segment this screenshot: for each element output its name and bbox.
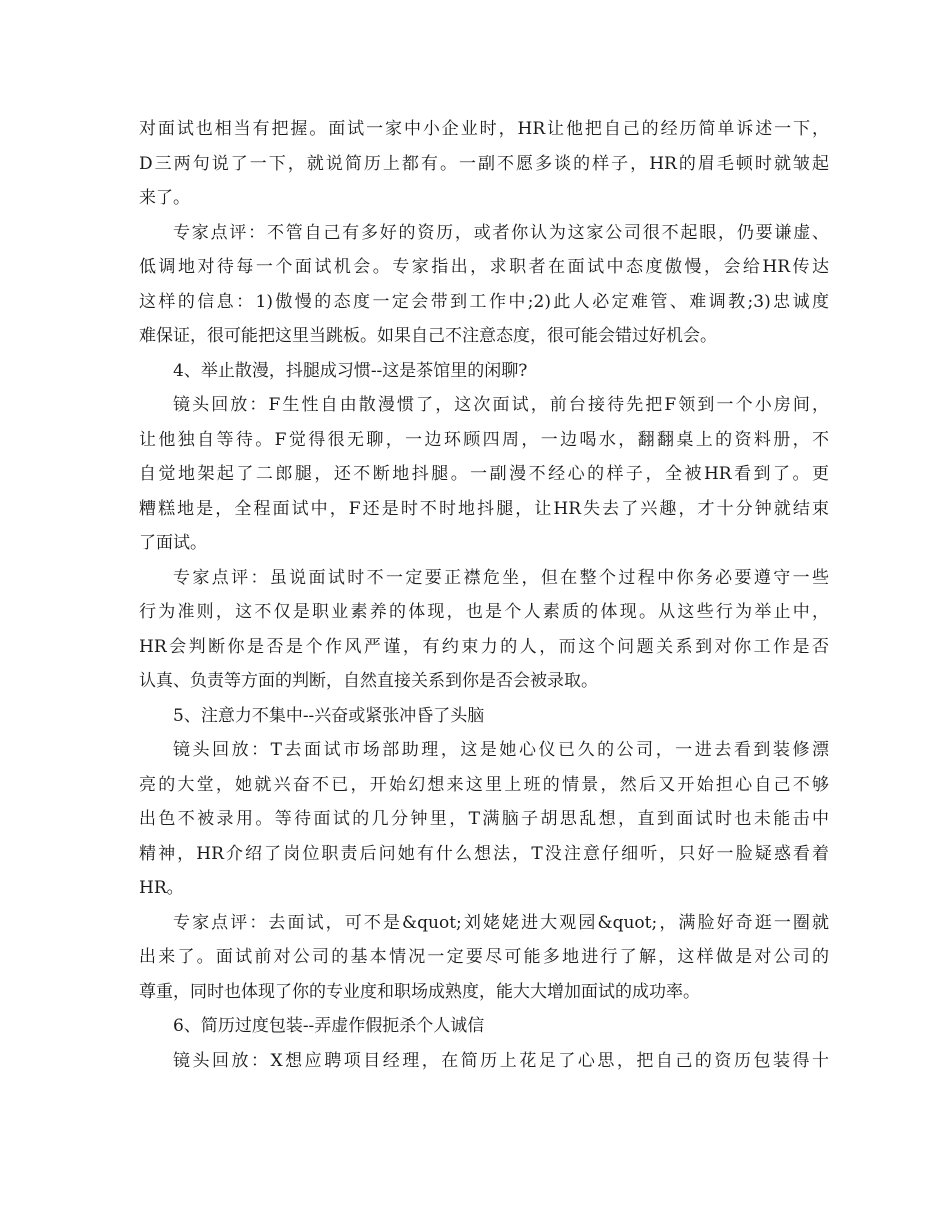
text-line: D三两句说了一下，就说简历上都有。一副不愿多谈的样子，HR的眉毛顿时就皱起: [139, 153, 829, 174]
text-line: 专家点评：不管自己有多好的资历，或者你认为这家公司很不起眼，仍要谦虚、: [173, 222, 829, 243]
text-line: 了面试。: [139, 533, 207, 553]
text-line: 自觉地架起了二郎腿，还不断地抖腿。一副漫不经心的样子，全被HR看到了。更: [139, 464, 829, 484]
text-line: 尊重，同时也体现了你的专业度和职场成熟度，能大大增加面试的成功率。: [139, 981, 700, 1002]
text-line: 这样的信息：1)傲慢的态度一定会带到工作中;2)此人必定难管、难调教;3)忠诚度: [139, 291, 829, 312]
text-line: 来了。: [139, 188, 190, 208]
text-line: 出来了。面试前对公司的基本情况一定要尽可能多地进行了解，这样做是对公司的: [139, 947, 829, 967]
text-line: 镜头回放：F生性自由散漫惯了，这次面试，前台接待先把F领到一个小房间，: [173, 395, 829, 415]
text-line: 认真、负责等方面的判断，自然直接关系到你是否会被录取。: [139, 671, 598, 691]
text-line: 糟糕地是，全程面试中，F还是时不时地抖腿，让HR失去了兴趣，才十分钟就结束: [139, 498, 829, 519]
text-line: 亮的大堂，她就兴奋不已，开始幻想来这里上班的情景，然后又开始担心自己不够: [139, 774, 829, 795]
text-line: 镜头回放：T去面试市场部助理，这是她心仪已久的公司，一进去看到装修漂: [173, 740, 829, 760]
text-line: 难保证，很可能把这里当跳板。如果自己不注意态度，很可能会错过好机会。: [139, 326, 717, 346]
text-line: 出色不被录用。等待面试的几分钟里，T满脑子胡思乱想，直到面试时也未能击中: [139, 809, 829, 829]
section-heading: 6、简历过度包装--弄虚作假扼杀个人诚信: [173, 1016, 485, 1036]
text-line: HR会判断你是否是个作风严谨，有约束力的人，而这个问题关系到对你工作是否: [139, 636, 829, 657]
text-line: 镜头回放：X想应聘项目经理，在简历上花足了心思，把自己的资历包装得十: [173, 1050, 829, 1071]
text-line: 让他独自等待。F觉得很无聊，一边环顾四周，一边喝水，翻翻桌上的资料册，不: [139, 429, 829, 450]
text-line: 精神，HR介绍了岗位职责后问她有什么想法，T没注意仔细听，只好一脸疑惑看着: [139, 843, 829, 864]
document-body: [139, 112, 829, 1078]
text-line: 专家点评：虽说面试时不一定要正襟危坐，但在整个过程中你务必要遵守一些: [173, 567, 829, 588]
text-line: 行为准则，这不仅是职业素养的体现，也是个人素质的体现。从这些行为举止中，: [139, 602, 829, 622]
text-line: 低调地对待每一个面试机会。专家指出，求职者在面试中态度傲慢，会给HR传达: [139, 257, 829, 277]
section-heading: 4、举止散漫，抖腿成习惯--这是茶馆里的闲聊?: [173, 360, 528, 381]
section-heading: 5、注意力不集中--兴奋或紧张冲昏了头脑: [173, 705, 485, 726]
text-line: HR。: [139, 878, 184, 898]
text-line: 对面试也相当有把握。面试一家中小企业时，HR让他把自己的经历简单诉述一下，: [139, 119, 829, 139]
text-line: 专家点评：去面试，可不是&quot;刘姥姥进大观园&quot;，满脸好奇逛一圈就: [173, 912, 829, 933]
